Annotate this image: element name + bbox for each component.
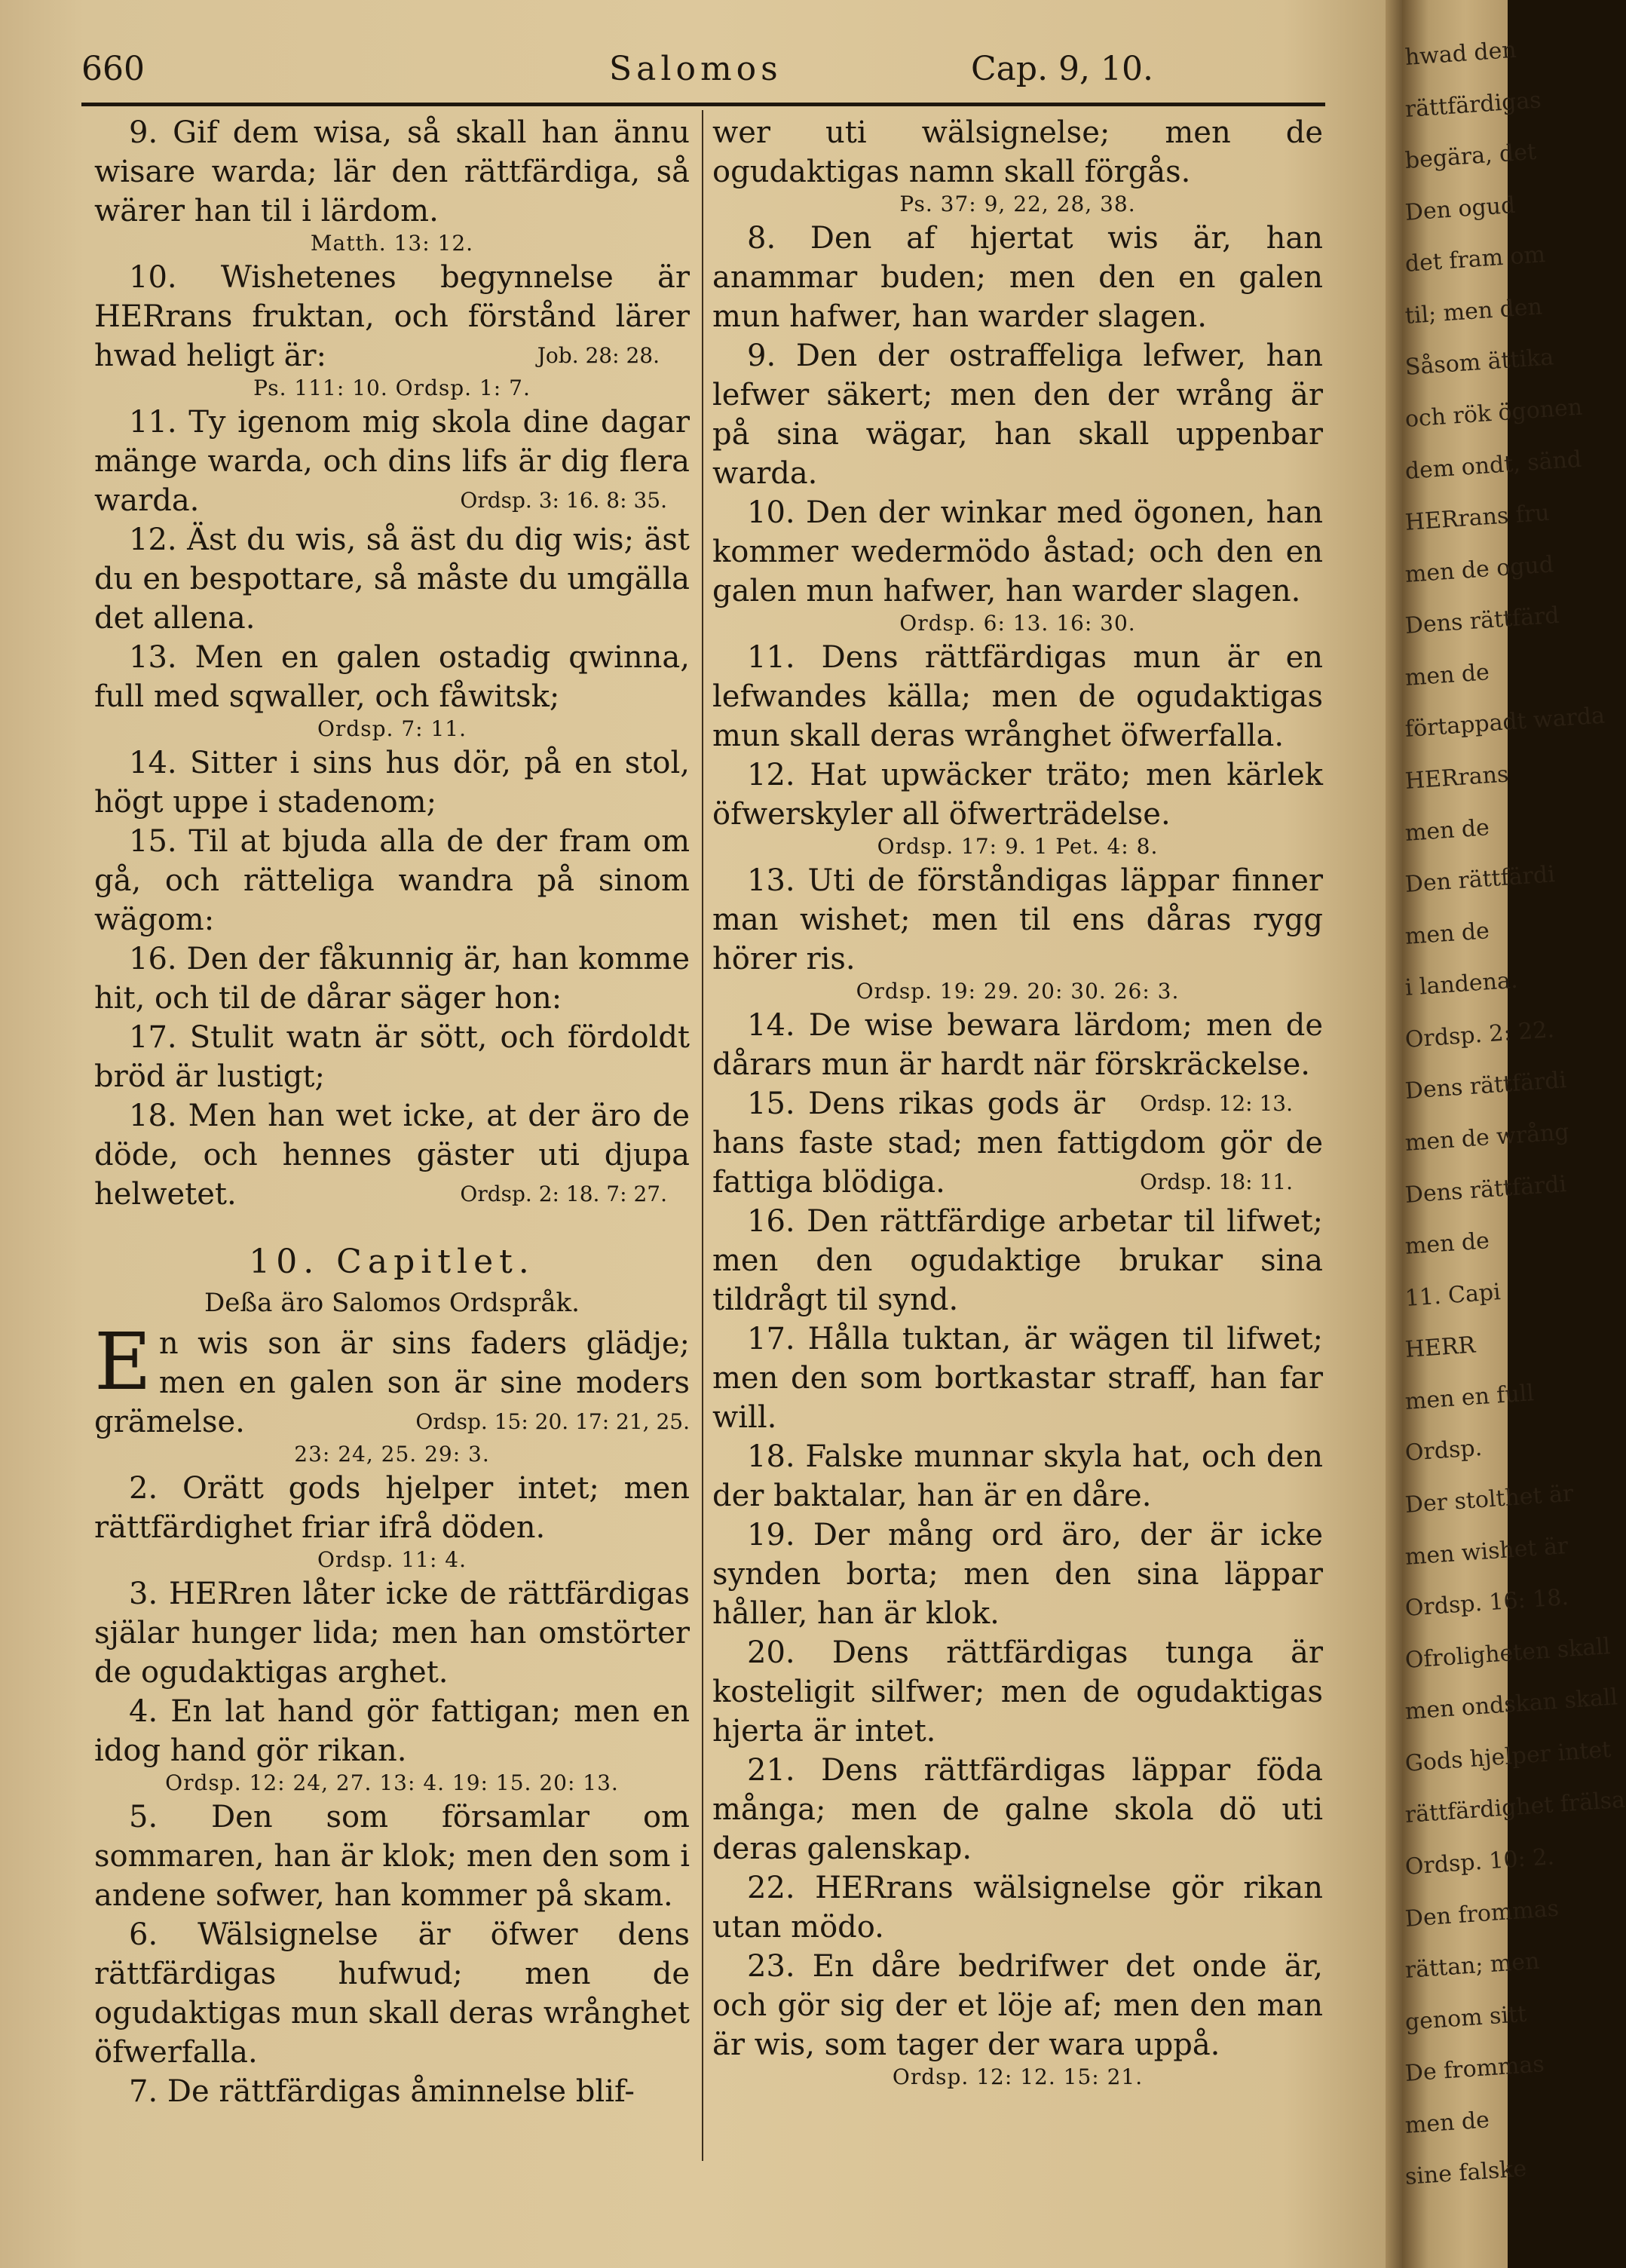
adjacent-page-line: förtappadt warda: [1404, 702, 1606, 743]
adjacent-page-line: Ordsp.: [1404, 1435, 1484, 1467]
verse: [94, 1692, 690, 1770]
verse-text: Den der winkar med ögonen, han kommer wedermödo åstad; och den en galen mun hafwer, han warder slagen.: [712, 495, 1324, 608]
adjacent-page-line: men de: [1404, 917, 1490, 950]
verse: [94, 1574, 690, 1692]
verse-number: 10.: [747, 495, 795, 530]
verse: [94, 1915, 690, 2072]
verse: [94, 113, 690, 231]
verse: [94, 520, 690, 638]
verse: [94, 939, 690, 1018]
verse-number: 22.: [747, 1871, 795, 1905]
verse-text: n wis son är sins faders glädje; men en galen son är sine moders grämelse.: [94, 1326, 690, 1439]
adjacent-page-line: Dens rättfärdi: [1404, 1170, 1568, 1209]
verse: [712, 755, 1323, 834]
adjacent-page-line: men de: [1404, 1227, 1490, 1261]
cross-reference: Ordsp. 18: 11.: [1140, 1169, 1293, 1194]
verse-text: Dens rikas gods är hans faste stad; men fattigdom gör de fattiga blödiga.: [712, 1086, 1323, 1200]
cross-reference: Ordsp. 12: 13.: [1140, 1091, 1293, 1116]
verse-text: Hålla tuktan, är wägen til lifwet; men den som bortkastar straff, han far will.: [712, 1322, 1323, 1435]
verse-text: Dens rättfärdigas tunga är kosteligit silfwer; men de ogudaktigas hjerta är intet.: [712, 1635, 1323, 1749]
verse-text: Wishetenes begynnelse är HERrans fruktan, och förstånd lärer hwad heligt är:: [94, 260, 691, 373]
adjacent-page-line: hwad den: [1404, 36, 1517, 71]
verse: [94, 1316, 690, 1442]
verse-text: Der mång ord äro, der är icke synden borta; men den sina läppar håller, han är klok.: [712, 1518, 1324, 1631]
verse-number: 21.: [747, 1753, 795, 1788]
cross-reference: Ordsp. 12: 24, 27. 13: 4. 19: 15. 20: 13.: [165, 1770, 619, 1795]
cross-reference: Ordsp. 12: 12. 15: 21.: [892, 2064, 1144, 2089]
adjacent-page-line: Gods hjelper intet: [1404, 1736, 1612, 1777]
verse-text: De wise bewara lärdom; men de dårars mun är hardt när förskräckelse.: [712, 1008, 1323, 1082]
verse-text: Sitter i sins hus dör, på en stol, högt uppe i stadenom;: [94, 746, 690, 820]
adjacent-page-line: Den rättfärdi: [1404, 861, 1556, 899]
verse-number: 23.: [747, 1949, 795, 1984]
adjacent-page-line: genom sitt: [1404, 2000, 1528, 2036]
adjacent-page-line: Såsom ättika: [1404, 344, 1555, 382]
adjacent-page-line: Den ogud: [1404, 192, 1517, 226]
cross-reference: Ordsp. 6: 13. 16: 30.: [899, 611, 1136, 636]
verse-number: 17.: [747, 1322, 795, 1356]
cross-reference: Ps. 37: 9, 22, 28, 38.: [899, 192, 1136, 216]
cross-reference: 23: 24, 25. 29: 3.: [294, 1442, 490, 1467]
cross-reference: Matth. 13: 12.: [310, 231, 474, 256]
adjacent-page-line: Dens rättfärdi: [1404, 1067, 1568, 1105]
verse: [712, 638, 1323, 755]
adjacent-page-line: Ordsp. 2: 22.: [1404, 1016, 1555, 1053]
verse-number: 16.: [129, 942, 177, 976]
cross-reference: Ordsp. 15: 20. 17: 21, 25.: [415, 1409, 690, 1434]
verse-text: Den som församlar om sommaren, han är klok; men den som i andene sofwer, han kommer på skam.: [94, 1800, 690, 1913]
verse-number: 11.: [747, 640, 795, 675]
verse-number: 2.: [129, 1471, 158, 1506]
adjacent-page-line: til; men den: [1404, 293, 1543, 329]
chapter-heading: 10. Capitlet.: [249, 1243, 535, 1281]
verse-text: Den rättfärdige arbetar til lifwet; men den ogudaktige brukar sina tildrågt til synd.: [712, 1204, 1323, 1317]
adjacent-page-line: i landena.: [1404, 967, 1519, 1002]
verse-number: 9.: [747, 339, 776, 373]
verse: [94, 1798, 690, 1915]
verse-number: 13.: [747, 863, 795, 898]
page-number: 660: [81, 50, 145, 88]
drop-cap: E: [94, 1316, 152, 1408]
verse: [712, 1437, 1323, 1516]
cross-reference: Ps. 111: 10. Ordsp. 1: 7.: [253, 375, 531, 400]
verse-continuation: wer uti wälsignelse; men de ogudaktigas namn skall förgås.: [712, 115, 1323, 189]
adjacent-page-line: Den frommas: [1404, 1895, 1560, 1932]
adjacent-page-line: Der stolthet är: [1404, 1480, 1575, 1519]
cross-reference: Ordsp. 11: 4.: [317, 1547, 467, 1572]
adjacent-page-line: det fram om: [1404, 241, 1547, 278]
adjacent-page-line: 11. Capi: [1404, 1278, 1502, 1312]
verse: [712, 1947, 1323, 2064]
verse: [712, 219, 1323, 336]
verse-number: 6.: [129, 1917, 158, 1952]
adjacent-page-line: men de ogud: [1404, 550, 1555, 588]
verse-number: 15.: [747, 1086, 795, 1121]
cross-reference: Ordsp. 2: 18. 7: 27.: [460, 1182, 667, 1206]
verse-number: 10.: [129, 260, 177, 295]
verse: [712, 1319, 1323, 1437]
adjacent-page-line: HERrans fru: [1404, 499, 1551, 537]
verse-text: En lat hand gör fattigan; men en idog hand gör rikan.: [94, 1694, 690, 1768]
verse-number: 15.: [129, 824, 177, 859]
running-title: Salomos: [609, 50, 782, 88]
verse-number: 16.: [747, 1204, 795, 1239]
verse-number: 18.: [129, 1099, 177, 1133]
verse-number: 13.: [129, 640, 177, 675]
adjacent-page-line: Dens rättfärd: [1404, 602, 1560, 640]
adjacent-page-line: begära, det: [1404, 139, 1538, 175]
verse: [94, 638, 690, 716]
verse-number: 8.: [747, 221, 776, 256]
verse-text: Hat upwäcker träto; men kärlek öfwerskyler all öfwerträdelse.: [712, 758, 1323, 832]
verse: [94, 1096, 690, 1214]
adjacent-page-line: rättfärdigas: [1404, 86, 1542, 123]
verse: [94, 743, 690, 822]
adjacent-page-line: De frommas: [1404, 2051, 1545, 2088]
adjacent-page-line: Ordsp. 10: 2.: [1404, 1844, 1555, 1880]
verse-text: Men han wet icke, at der äro de döde, och hennes gäster uti djupa helwetet.: [94, 1099, 691, 1212]
verse: [712, 1633, 1323, 1751]
left-column: [94, 113, 690, 2111]
adjacent-page-line: men en full: [1404, 1379, 1536, 1415]
adjacent-page-line: och rök ögonen: [1404, 394, 1584, 433]
adjacent-page-line: dem ondt, sänd: [1404, 446, 1583, 485]
verse: [94, 1018, 690, 1096]
adjacent-page-line: men de: [1404, 2107, 1490, 2139]
verse-number: 3.: [129, 1577, 158, 1611]
verse-number: 5.: [129, 1800, 158, 1834]
verse: [94, 258, 690, 375]
verse-text: Äst du wis, så äst du dig wis; äst du en bespottare, så måste du umgälla det allena.: [94, 523, 691, 636]
verse-number: 19.: [747, 1518, 795, 1552]
verse-number: 12.: [129, 523, 177, 557]
adjacent-page-line: rättan; men: [1404, 1948, 1541, 1985]
verse: [712, 1202, 1323, 1319]
cross-reference: Ordsp. 17: 9. 1 Pet. 4: 8.: [877, 834, 1159, 859]
verse: [712, 493, 1323, 611]
header-rule: [81, 103, 1325, 106]
running-head: [81, 47, 1325, 100]
adjacent-page-line: men de wrång: [1404, 1118, 1570, 1157]
verse-text: Falske munnar skyla hat, och den der baktalar, han är en dåre.: [712, 1439, 1323, 1513]
verse-text: Til at bjuda alla de der fram om gå, och rätteliga wandra på sinom wägom:: [94, 824, 690, 937]
verse-number: 17.: [129, 1020, 177, 1055]
adjacent-page-line: men wishet är: [1404, 1532, 1569, 1571]
adjacent-page-line: men ondskan skall: [1404, 1684, 1619, 1726]
cross-reference: Ordsp. 19: 29. 20: 30. 26: 3.: [856, 979, 1180, 1004]
verse-number: 7.: [129, 2074, 158, 2109]
chapter-range: Cap. 9, 10.: [971, 50, 1153, 88]
verse-number: 12.: [747, 758, 795, 792]
verse-text: Dens rättfärdigas mun är en lefwandes källa; men de ogudaktigas mun skall deras wrånghet öfwerfalla.: [712, 640, 1323, 753]
verse-text: Orätt gods hjelper intet; men rättfärdighet friar ifrå döden.: [94, 1471, 690, 1545]
verse-number: 4.: [129, 1694, 158, 1729]
adjacent-page-line: Ordsp. 16: 18.: [1404, 1584, 1570, 1623]
adjacent-page-line: men de: [1404, 814, 1490, 847]
verse-number: 20.: [747, 1635, 795, 1670]
verse-number: 14.: [747, 1008, 795, 1043]
verse-text: Den der ostraffeliga lefwer, han lefwer säkert; men den der wrång är på sina wägar, han skall uppenbar warda.: [712, 339, 1323, 491]
verse-number: 18.: [747, 1439, 795, 1474]
verse: [94, 822, 690, 939]
verse-text: Den af hjertat wis är, han anammar buden; men den en galen mun hafwer, han warder slagen.: [712, 221, 1323, 334]
adjacent-page-edge: [1402, 0, 1626, 2268]
verse: [712, 1868, 1323, 1947]
verse: [712, 861, 1323, 979]
chapter-subheading: Deßa äro Salomos Ordspråk.: [204, 1288, 580, 1318]
verse-text: Men en galen ostadig qwinna, full med sqwaller, och fåwitsk;: [94, 640, 690, 714]
right-column: [712, 113, 1323, 2092]
verse: [712, 1516, 1323, 1633]
verse-text: Dens rättfärdigas läppar föda många; men de galne skola dö uti deras galenskap.: [712, 1753, 1323, 1866]
verse-number: 9.: [129, 115, 158, 150]
verse-text: De rättfärdigas åminnelse blif-: [167, 2074, 635, 2109]
cross-reference: Ordsp. 3: 16. 8: 35.: [460, 488, 667, 513]
verse: [94, 2072, 690, 2111]
adjacent-page-line: HERrans: [1404, 761, 1510, 795]
cross-reference: Ordsp. 7: 11.: [317, 716, 467, 741]
adjacent-page-line: rättfärdighet frälsa: [1404, 1787, 1626, 1829]
adjacent-page-line: sine falske: [1404, 2156, 1528, 2191]
verse-text: Wälsignelse är öfwer dens rättfärdigas hufwud; men de ogudaktigas mun skall deras wrånghet öfwerfalla.: [94, 1917, 690, 2070]
verse: [94, 1469, 690, 1547]
column-divider: [702, 110, 703, 2161]
verse-number: 14.: [129, 746, 177, 780]
verse-text: En dåre bedrifwer det onde är, och gör sig der et löje af; men den man är wis, som tager der wara uppå.: [712, 1949, 1323, 2062]
cross-reference: Job. 28: 28.: [537, 343, 660, 368]
verse-text: Den der fåkunnig är, han komme hit, och til de dårar säger hon:: [94, 942, 691, 1016]
verse-number: 11.: [129, 405, 177, 440]
verse-text: HERren låter icke de rättfärdigas själar hunger lida; men han omstörter de ogudaktigas arghet.: [94, 1577, 690, 1690]
adjacent-page-line: Ofroligheten skall: [1404, 1632, 1612, 1674]
verse: [712, 1751, 1323, 1868]
verse-text: Uti de förståndigas läppar finner man wishet; men til ens dåras rygg hörer ris.: [712, 863, 1323, 976]
verse-text: Gif dem wisa, så skall han ännu wisare warda; lär den rättfärdiga, så wärer han til i lärdom.: [94, 115, 690, 228]
verse: [94, 403, 690, 520]
adjacent-page-line: HERR: [1404, 1332, 1477, 1364]
adjacent-page-line: men de: [1404, 659, 1490, 691]
verse: [712, 336, 1323, 493]
verse-text: Stulit watn är sött, och fördoldt bröd är lustigt;: [94, 1020, 691, 1094]
verse-text: Ty igenom mig skola dine dagar mänge warda, och dins lifs är dig flera warda.: [94, 405, 691, 518]
verse-text: HERrans wälsignelse gör rikan utan mödo.: [712, 1871, 1323, 1945]
